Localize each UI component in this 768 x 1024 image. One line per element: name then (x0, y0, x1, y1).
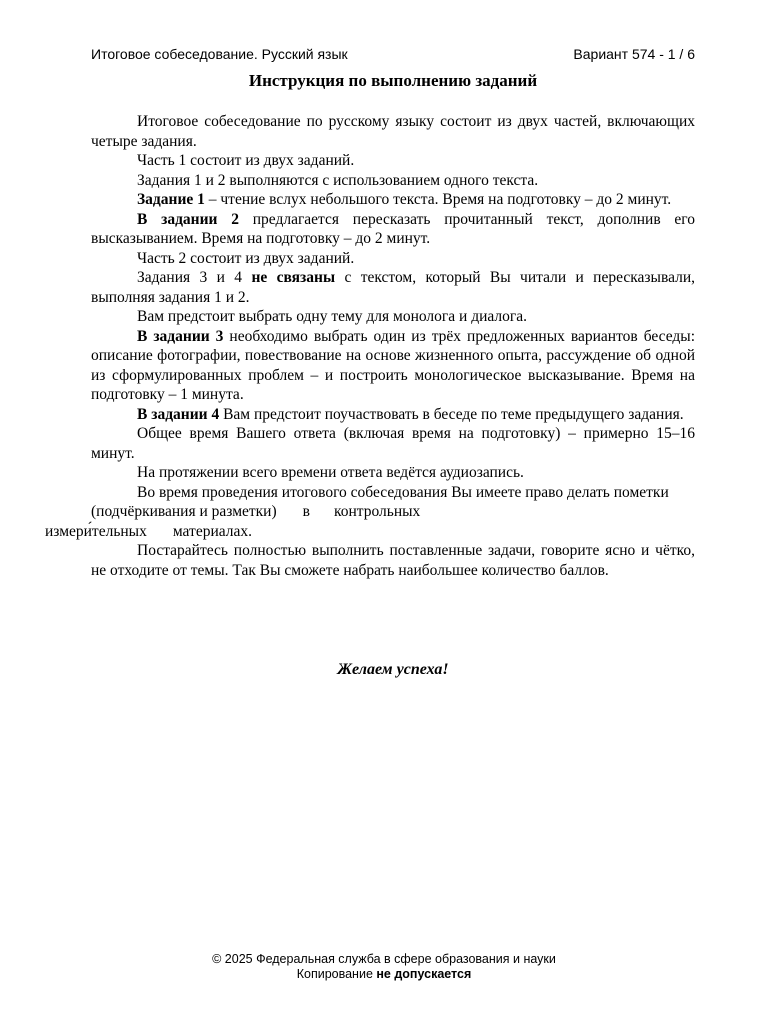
footer-copy-notice (91, 967, 677, 982)
paragraph-task3 (91, 327, 695, 405)
tasks-3-4-text: с текстом, который Вы читали и пересказывали, выполняя задания 1 и 2. (91, 269, 695, 306)
paragraph-tasks-1-2: Задания 1 и 2 выполняются с использованием одного текста. (137, 171, 539, 189)
paragraph-intro: Итоговое собеседование по русскому языку состоит из двух частей, включающих четыре задания. (91, 113, 695, 150)
instructions-body (45, 112, 695, 580)
paragraph-part1: Часть 1 состоит из двух заданий. (137, 152, 355, 169)
task2-label: В задании 2 (137, 210, 239, 228)
footer-copyright: © 2025 Федеральная служба в сфере образования и науки (212, 952, 556, 966)
notes-text-c: контрольных (333, 503, 421, 520)
task3-label: В задании 3 (137, 327, 224, 345)
task4-label: В задании 4 (137, 405, 220, 423)
header-variant: Вариант 574 - 1 / 6 (573, 46, 695, 62)
task4-text: Вам предстоит поучаствовать в беседе по теме предыдущего задания. (219, 405, 684, 423)
tasks-3-4-start: Задания 3 и 4 (137, 269, 252, 286)
paragraph-task4 (91, 405, 695, 425)
copy-notice-bold: не допускается (376, 966, 472, 981)
page-footer (91, 952, 677, 981)
notes-text-d: измери́тельных (45, 522, 147, 540)
paragraph-audio: На протяжении всего времени ответа ведётся аудиозапись. (137, 464, 524, 481)
task1-label: Задание 1 (137, 191, 205, 208)
paragraph-notes (45, 483, 695, 542)
notes-text-a: Во время проведения итогового собеседования Вы имеете право делать пометки (подчёркивания и разметки) (91, 483, 669, 520)
good-luck-wish: Желаем успеха! (337, 661, 449, 678)
notes-text-e: материалах. (172, 522, 252, 540)
paragraph-part2: Часть 2 состоит из двух заданий. (137, 249, 355, 267)
tasks-3-4-bold: не связаны (251, 269, 336, 286)
paragraph-task1 (91, 190, 695, 210)
paragraph-task2 (91, 210, 695, 249)
paragraph-topic-choice: Вам предстоит выбрать одну тему для монолога и диалога. (137, 308, 527, 325)
paragraph-total-time: Общее время Вашего ответа (включая время на подготовку) – примерно 15–16 минут. (91, 425, 695, 462)
paragraph-advice: Постарайтесь полностью выполнить поставленные задачи, говорите ясно и чётко, не отходите от темы. Так Вы сможете набрать наибольшее количество баллов. (91, 542, 695, 579)
page-header (91, 45, 695, 63)
copy-notice-start: Копирование (296, 966, 377, 981)
notes-text-b: в (302, 503, 310, 520)
header-subject: Итоговое собеседование. Русский язык (91, 46, 348, 62)
task2-text: предлагается пересказать прочитанный текст, дополнив его высказыванием. Время на подготовку – до 2 минут. (91, 210, 695, 247)
paragraph-tasks-3-4 (91, 268, 695, 307)
task1-text: – чтение вслух небольшого текста. Время на подготовку – до 2 минут. (204, 191, 672, 208)
page-title: Инструкция по выполнению заданий (248, 71, 538, 90)
task3-text: необходимо выбрать один из трёх предложенных вариантов беседы: описание фотографии, повествование на основе жизненного опыта, рассуждение об одной из сформулированных проблем – и построить монологическое высказывание. Время на подготовку – 1 минута. (91, 327, 695, 403)
